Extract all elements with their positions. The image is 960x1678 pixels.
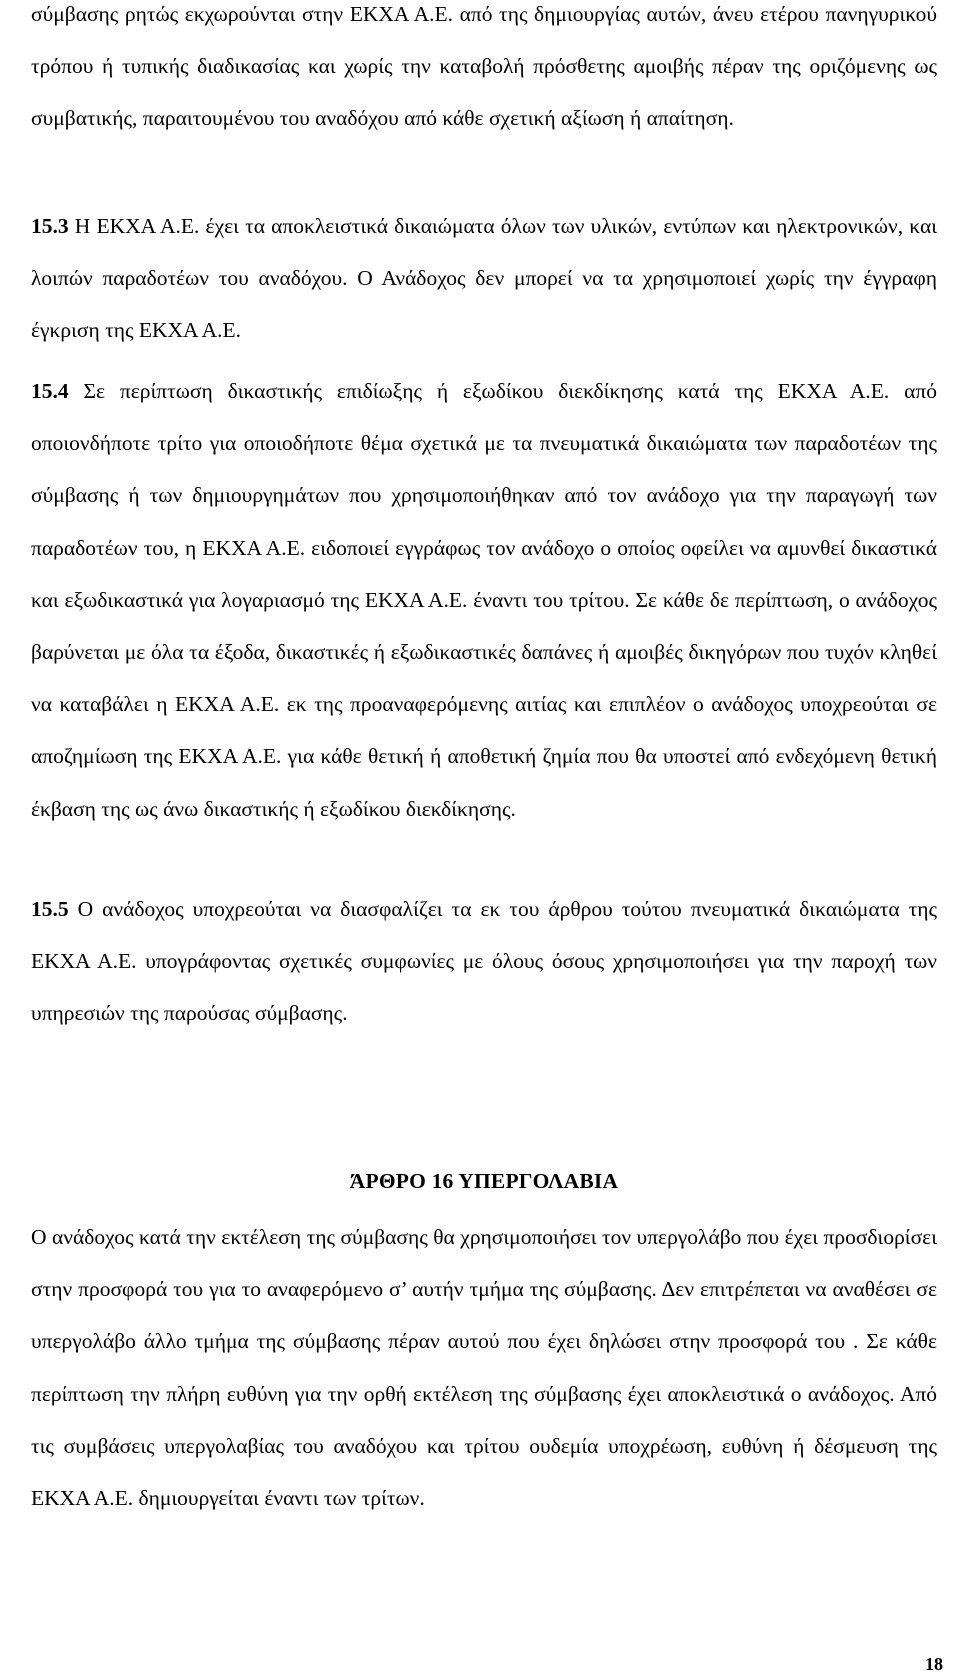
clause-text: Η ΕΚΧΑ Α.Ε. έχει τα αποκλειστικά δικαιώματα όλων των υλικών, εντύπων και ηλεκτρονικών, και λοιπών παραδοτέων του αναδόχου. Ο Ανάδοχος δεν μπορεί να τα χρησιμοποιεί χωρίς την έγγραφη έγκριση της ΕΚΧΑ Α.Ε.	[31, 214, 937, 343]
clause-text: Ο ανάδοχος υποχρεούται να διασφαλίζει τα εκ του άρθρου τούτου πνευματικά δικαιώματα της ΕΚΧΑ Α.Ε. υπογράφοντας σχετικές συμφωνίες με όλους όσους χρησιμοποιήσει για την παροχή των υπηρεσιών της παρούσας σύμβασης.	[31, 897, 938, 1026]
article-16-paragraph: Ο ανάδοχος κατά την εκτέλεση της σύμβασης θα χρησιμοποιήσει τον υπεργολάβο που έχει προσδιορίσει στην προσφορά του για το αναφερόμενο σ’ αυτήν τμήμα της σύμβασης. Δεν επιτρέπεται να αναθέσει σε υπεργολάβο άλλο τμήμα της σύμβασης πέραν αυτού που έχει δηλώσει στην προσφορά του . Σε κάθε περίπτωση την πλήρη ευθύνη για την ορθή εκτέλεση της σύμβασης έχει αποκλειστικά ο ανάδοχος. Από τις συμβάσεις υπεργολαβίας του αναδόχου και τρίτου ουδεμία υποχρέωση, ευθύνη ή δέσμευση της ΕΚΧΑ Α.Ε. δημιουργείται έναντι των τρίτων.	[31, 1225, 937, 1511]
clause-text: Σε περίπτωση δικαστικής επιδίωξης ή εξωδίκου διεκδίκησης κατά της ΕΚΧΑ Α.Ε. από οποιονδήποτε τρίτο για οποιοδήποτε θέμα σχετικά με τα πνευματικά δικαιώματα των παραδοτέων της σύμβασης ή των δημιουργημάτων που χρησιμοποιήθηκαν από τον ανάδοχο για την παραγωγή των παραδοτέων του, η ΕΚΧΑ Α.Ε. ειδοποιεί εγγράφως τον ανάδοχο ο οποίος οφείλει να αμυνθεί δικαστικά και εξωδικαστικά για λογαριασμό της ΕΚΧΑ Α.Ε. έναντι του τρίτου. Σε κάθε δε περίπτωση, ο ανάδοχος βαρύνεται με όλα τα έξοδα, δικαστικές ή εξωδικαστικές δαπάνες ή αμοιβές δικηγόρων που τυχόν κληθεί να καταβάλει η ΕΚΧΑ Α.Ε. εκ της προαναφερόμενης αιτίας και επιπλέον ο ανάδοχος υποχρεούται σε αποζημίωση της ΕΚΧΑ Α.Ε. για κάθε θετική ή αποθετική ζημία που θα υποστεί από ενδεχόμενη θετική έκβαση της ως άνω δικαστικής ή εξωδίκου διεκδίκησης.	[31, 379, 937, 821]
clause-number: 15.4	[31, 379, 69, 403]
intro-paragraph: σύμβασης ρητώς εκχωρούνται στην ΕΚΧΑ Α.Ε. από της δημιουργίας αυτών, άνευ ετέρου πανηγυρικού τρόπου ή τυπικής διαδικασίας και χωρίς την καταβολή πρόσθετης αμοιβής πέραν της οριζόμενης ως συμβατικής, παραιτουμένου του αναδόχου από κάθε σχετική αξίωση ή απαίτηση.	[31, 2, 937, 131]
clause-number: 15.5	[31, 897, 69, 921]
clause-15-5	[31, 883, 937, 1040]
article-heading: ΆΡΘΡΟ 16 ΥΠΕΡΓΟΛΑΒΙΑ	[349, 1169, 619, 1193]
clause-15-3	[31, 200, 937, 357]
clause-15-4	[31, 365, 937, 835]
clause-number: 15.3	[31, 214, 69, 238]
page-number: 18	[925, 1654, 943, 1674]
